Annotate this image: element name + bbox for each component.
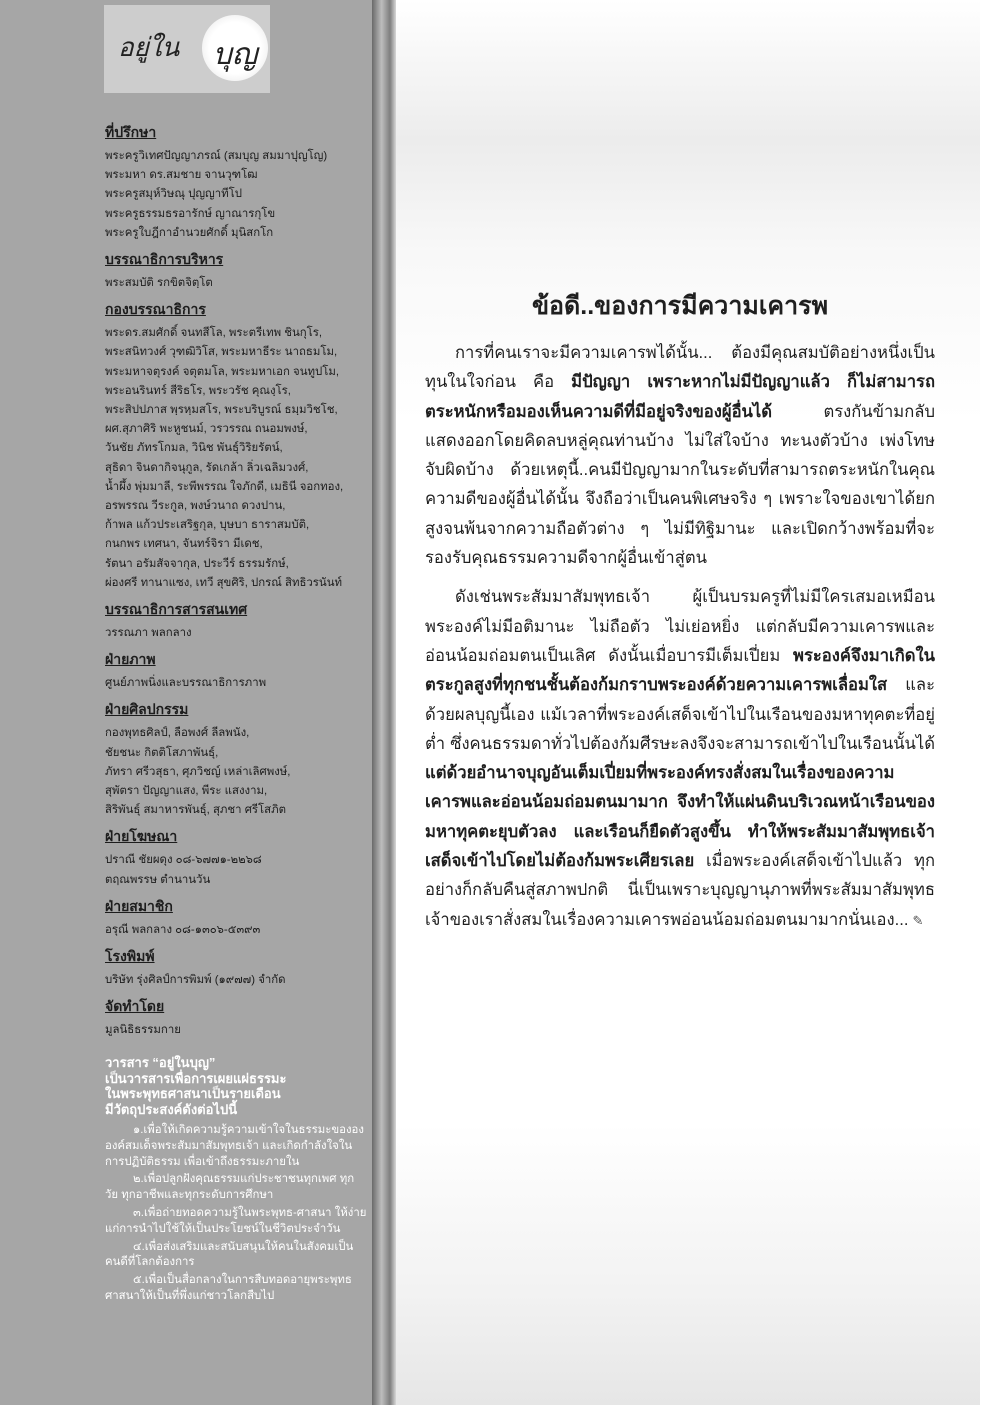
staff-line: วันชัย ภัทรโกมล, วินิช พันธุ์วิริยรัตน์,: [105, 442, 283, 455]
staff-line: พระอนรินทร์ สีริธโร, พระวรัช คุณงฺโร,: [105, 384, 291, 397]
para2-text-1: ดังเช่นพระสัมมาสัมพุทธเจ้า ผู้เป็นบรมครูที่ไม่มีใครเสมอเหมือน พระองค์ไม่มีอติมานะ ไม่ถือตัว ไม่เย่อหยิ่ง แต่กลับมีความเคารพและอ่อนน้อมถ่อมตนเป็นเลิศ ดังนั้นเมื่อบารมีเต็มเปี่ยม: [425, 587, 935, 665]
staff-section-title: โรงพิมพ์: [105, 948, 155, 965]
staff-line: พระครูใบฎีกาอำนวยศักดิ์ มุนิสกโก: [105, 226, 274, 239]
staff-line: อรุณี พลกลาง ๐๘-๑๓๐๖-๕๓๙๓: [105, 923, 261, 936]
article: [425, 286, 935, 945]
staff-line: กองพุทธศิลป์, ลือพงศ์ ลีลพนัง,: [105, 727, 250, 740]
staff-line: น้ำผึ้ง พุ่มมาลี, ระพีพรรณ ใจภักดี, เมธินี จอกทอง,: [105, 480, 344, 493]
mission-item-text: ๑.เพื่อให้เกิดความรู้ความเข้าใจในธรรมะของององค์สมเด็จพระสัมมาสัมพุทธเจ้า และเกิดกำลังใจในการปฏิบัติธรรม เพื่อเข้าถึงธรรมะภายใน: [105, 1124, 364, 1168]
staff-line: พระดร.สมศักดิ์ จนทสีโล, พระตรีเทพ ชินกุโร,: [105, 327, 323, 340]
staff-line: พระมหาจตุรงค์ จตุตมโล, พระมหาเอก จนทูปโม,: [105, 365, 340, 378]
staff-section-title: กองบรรณาธิการ: [105, 301, 206, 318]
staff-line: ชัยชนะ กิตติโสภาพันธุ์,: [105, 746, 219, 759]
staff-line: ผ่องศรี ทานาแซง, เทวี สุขศิริ, ปกรณ์ สิทธิวรนันท์: [105, 576, 343, 589]
staff-line: ผศ.สุภาศิริ พะหูชนม์, วรวรรณ ถนอมพงษ์,: [105, 423, 308, 436]
feather-pen-icon: ✎: [912, 912, 924, 928]
staff-section-title: บรรณาธิการบริหาร: [105, 251, 224, 268]
staff-section: [105, 299, 367, 593]
para2-text-3: เมื่อพระองค์เสด็จเข้าไปแล้ว ทุกอย่างก็กลับคืนสู่สภาพปกติ นี่เป็นเพราะบุญญานุภาพที่พระสัมมาสัมพุทธเจ้าของเราสั่งสมในเรื่องความเคารพอ่อนน้อมถ่อมตนมามากนั่นเอง...: [425, 851, 935, 929]
staff-line: รัตนา อรัมสัจจากุล, ประวีร์ ธรรมรักษ์,: [105, 557, 289, 570]
mission-item-text: ๕.เพื่อเป็นสื่อกลางในการสืบทอดอายุพระพุทธศาสนาให้เป็นที่พึ่งแก่ชาวโลกสืบไป: [105, 1274, 352, 1302]
staff-line: สิริพันธุ์ สมาหารพันธุ์, สุภชา ศรีโสภิต: [105, 804, 287, 817]
staff-section-title: บรรณาธิการสารสนเทศ: [105, 601, 248, 618]
staff-section: [105, 699, 367, 820]
staff-section-title: ฝ่ายโฆษณา: [105, 828, 178, 845]
logo-circle-text: บุญ: [212, 37, 258, 72]
staff-section: [105, 826, 367, 889]
staff-line: ตฤณพรรษ ตำนานวัน: [105, 873, 211, 886]
staff-line: สุธิดา จินดากิจนุกูล, รัดเกล้า ลิ่วเฉลิมวงศ์,: [105, 461, 309, 474]
staff-line: พระสมบัติ รกขิตจิตฺโต: [105, 277, 213, 290]
magazine-logo: [104, 5, 270, 93]
mission-item-text: ๒.เพื่อปลูกฝังคุณธรรมแก่ประชาชนทุกเพศ ทุกวัย ทุกอาชีพและทุกระดับการศึกษา: [105, 1173, 355, 1202]
mission-item: [105, 1123, 367, 1170]
mission-item: [105, 1206, 367, 1238]
mission-item: [105, 1273, 367, 1305]
staff-section-title: ที่ปรึกษา: [105, 124, 157, 140]
staff-credits: [105, 116, 367, 1041]
article-title: ข้อดี..ของการมีความเคารพ: [531, 292, 829, 320]
staff-section: [105, 896, 367, 940]
staff-line: พระครูธรรมธรอารักษ์ ญาณารกุโข: [105, 207, 276, 220]
para2-bold-2: แต่ด้วยอำนาจบุญอันเต็มเปี่ยมที่พระองค์ทรงสั่งสมในเรื่องของความเคารพและอ่อนน้อมถ่อมตนมามาก จึงทำให้แผ่นดินบริเวณหน้าเรือนของมหาทุคตะยุบตัวลง และเรือนก็ยืดตัวสูงขึ้น ทำให้พระสัมมาสัมพุทธเจ้าเสด็จเข้าไปโดยไม่ต้องก้มพระเศียรเลย: [425, 763, 935, 871]
magazine-mission: [105, 1055, 367, 1305]
mission-title-line: วารสาร “อยู่ในบุญ”: [105, 1055, 216, 1070]
book-spine: [372, 0, 396, 1405]
staff-section: [105, 996, 367, 1040]
staff-section-title: ฝ่ายสมาชิก: [105, 897, 173, 914]
staff-line: ภัทรา ศรีวสุธา, ศุภวิชญ์ เหล่าเลิศพงษ์,: [105, 765, 291, 778]
staff-line: พระมหา ดร.สมชาย จานวุฑโฒ: [105, 169, 258, 182]
staff-section: [105, 599, 367, 643]
mission-item: [105, 1172, 367, 1204]
staff-line: สุพัตรา ปัญญาแสง, พีระ แสงงาม,: [105, 785, 268, 798]
staff-line: มูลนิธิธรรมกาย: [105, 1024, 181, 1037]
staff-line: กนกพร เทศนา, จันทร์จิรา มีเดช,: [105, 538, 263, 551]
staff-section: [105, 249, 367, 293]
staff-line: อรพรรณ วีระกูล, พงษ์วนาถ ดวงปาน,: [105, 500, 286, 513]
mission-title-line: ในพระพุทธศาสนาเป็นรายเดือน: [105, 1086, 281, 1101]
staff-line: พระครูสมุห์วิษณุ ปุญญาทีโป: [105, 188, 242, 201]
mission-item: [105, 1240, 367, 1272]
mission-item-text: ๔.เพื่อส่งเสริมและสนับสนุนให้คนในสังคมเป็นคนดีที่โลกต้องการ: [105, 1240, 354, 1269]
logo-circle: [202, 15, 268, 81]
page-edge: [980, 0, 1000, 1405]
mission-title-line: มีวัตถุประสงค์ดังต่อไปนี้: [105, 1101, 238, 1117]
staff-section-title: ฝ่ายศิลปกรรม: [105, 701, 189, 718]
staff-line: วรรณภา พลกลาง: [105, 627, 192, 640]
article-paragraph-2: [425, 582, 935, 935]
staff-line: พระสิปปภาส พฺรหฺมสโร, พระบริบูรณ์ ธมฺมวิชโช,: [105, 404, 338, 417]
article-paragraph-1: [425, 338, 935, 572]
logo-text: อยู่ใน: [118, 33, 180, 63]
staff-line: พระครูวิเทศปัญญาภรณ์ (สมบุญ สมมาปุญโญ): [105, 150, 328, 162]
para1-text-1: การที่คนเราจะมีความเคารพได้นั้น... ต้องมีคุณสมบัติอย่างหนึ่งเป็นทุนในใจก่อน คือ: [425, 343, 935, 392]
staff-line: ก้าพล แก้วประเสริฐกุล, บุษบา ธาราสมบัติ,: [105, 519, 310, 532]
para1-bold-1: มีปัญญา เพราะหากไม่มีปัญญาแล้ว ก็ไม่สามารถตระหนักหรือมองเห็นความดีที่มีอยู่จริงของผู้อื่นได้: [425, 372, 936, 421]
mission-title-line: เป็นวารสารเพื่อการเผยแผ่ธรรมะ: [105, 1070, 287, 1086]
para2-text-2: และด้วยผลบุญนี้เอง แม้เวลาที่พระองค์เสด็จเข้าไปในเรือนของมหาทุคตะที่อยู่ต่ำ ซึ่งคนธรรมดาทั่วไปต้องก้มศีรษะลงจึงจะสามารถเข้าไปในเรือนนั้นได้: [425, 675, 935, 753]
staff-line: พระสนิทวงศ์ วุฑฒิวิโส, พระมหาธีระ นาถธมโม,: [105, 346, 338, 359]
para2-bold-1: พระองค์จึงมาเกิดในตระกูลสูงที่ทุกชนชั้นต้องก้มกราบพระองค์ด้วยความเคารพเลื่อมใส: [425, 645, 935, 695]
staff-section-title: ฝ่ายภาพ: [105, 651, 156, 668]
staff-section-title: จัดทำโดย: [105, 998, 165, 1015]
para1-text-2: ตรงกันข้ามกลับแสดงออกโดยคิดลบหลู่คุณท่านบ้าง ไม่ใส่ใจบ้าง ทะนงตัวบ้าง เพ่งโทษจับผิดบ้าง ด้วยเหตุนี้..คนมีปัญญามากในระดับที่สามารถตระหนักในคุณความดีของผู้อื่นได้นั้น จึงถือว่าเป็นคนพิเศษจริง ๆ เพราะใจของเขาได้ยกสูงจนพ้นจากความถือตัวต่าง ๆ ไม่มีทิฐิมานะ และเปิดกว้างพร้อมที่จะรองรับคุณธรรมความดีจากผู้อื่นเข้าสู่ตน: [425, 401, 935, 568]
staff-line: บริษัท รุ่งศิลป์การพิมพ์ (๑๙๗๗) จำกัด: [105, 974, 286, 987]
staff-section: [105, 946, 367, 990]
mission-item-text: ๓.เพื่อถ่ายทอดความรู้ในพระพุทธ-ศาสนา ให้ง่ายแก่การนำไปใช้ให้เป็นประโยชน์ในชีวิตประจำวัน: [105, 1206, 367, 1235]
staff-line: ศูนย์ภาพนิ่งและบรรณาธิการภาพ: [105, 677, 267, 690]
staff-section: [105, 122, 367, 243]
staff-line: ปราณี ชัยผดุง ๐๘-๖๗๗๑-๒๒๖๘: [105, 854, 262, 867]
staff-section: [105, 649, 367, 693]
